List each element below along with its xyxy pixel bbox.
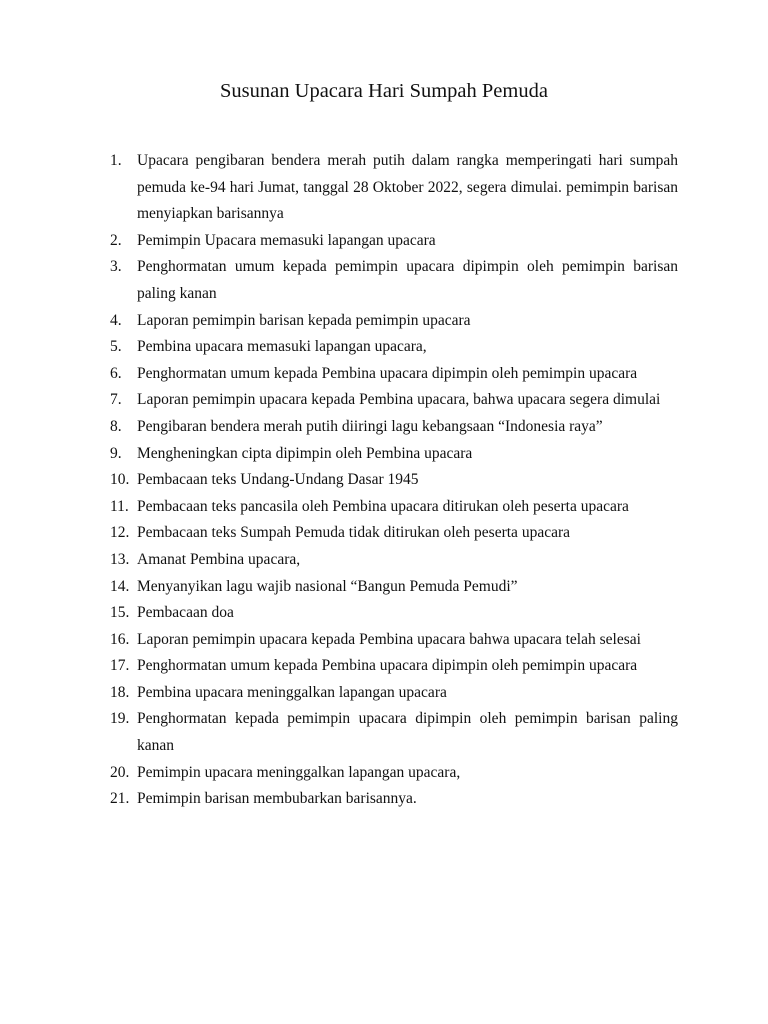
agenda-item-number: 15. [110,604,130,622]
document-title: Susunan Upacara Hari Sumpah Pemuda [220,80,548,102]
agenda-item-text: Pembacaan teks Undang-Undang Dasar 1945 [137,471,419,489]
agenda-item-number: 6. [110,364,122,382]
agenda-item [110,627,678,654]
agenda-item-number: 14. [110,577,130,595]
agenda-item [110,441,678,468]
agenda-item-text: Pembacaan teks pancasila oleh Pembina upacara ditirukan oleh peserta upacara [137,497,629,515]
agenda-item [110,387,678,414]
agenda-item-text: Pemimpin Upacara memasuki lapangan upacara [137,231,436,249]
agenda-item-number: 5. [110,338,122,356]
agenda-item-text: Pembacaan teks Sumpah Pemuda tidak ditirukan oleh peserta upacara [137,524,570,542]
agenda-item-number: 20. [110,763,130,781]
agenda-item-number: 17. [110,657,130,675]
agenda-item-number: 12. [110,524,130,542]
agenda-item-text: Pemimpin upacara meninggalkan lapangan upacara, [137,763,461,781]
agenda-item-text: Penghormatan umum kepada pemimpin upacara dipimpin oleh pemimpin barisan paling kanan [137,258,678,302]
agenda-item-text: Amanat Pembina upacara, [137,550,301,568]
agenda-item-text: Pembina upacara memasuki lapangan upacara, [137,338,427,356]
agenda-item [110,520,678,547]
agenda-item-number: 18. [110,683,130,701]
agenda-item-text: Pembina upacara meninggalkan lapangan upacara [137,683,447,701]
agenda-item [110,680,678,707]
agenda-item-text: Laporan pemimpin barisan kepada pemimpin upacara [137,311,471,329]
agenda-item [110,228,678,255]
agenda-item [110,334,678,361]
agenda-item [110,254,678,307]
agenda-item-text: Upacara pengibaran bendera merah putih dalam rangka memperingati hari sumpah pemuda ke-94 hari Jumat, tanggal 28 Oktober 2022, segera dimulai. pemimpin barisan menyiapkan barisannya [137,152,678,223]
agenda-item [110,414,678,441]
agenda-item-number: 11. [110,497,129,515]
agenda-item-number: 7. [110,391,122,409]
agenda-item [110,760,678,787]
agenda-item [110,361,678,388]
agenda-item-number: 21. [110,790,130,808]
agenda-item [110,148,678,228]
agenda-item-number: 13. [110,550,130,568]
agenda-item [110,786,678,813]
agenda-item [110,706,678,759]
agenda-item [110,308,678,335]
agenda-item-number: 10. [110,471,130,489]
agenda-item-text: Penghormatan umum kepada Pembina upacara dipimpin oleh pemimpin upacara [137,364,638,382]
agenda-item-number: 2. [110,231,122,249]
agenda-list [110,148,678,813]
agenda-item-text: Penghormatan kepada pemimpin upacara dipimpin oleh pemimpin barisan paling kanan [137,710,678,755]
agenda-item-number: 3. [110,258,122,276]
agenda-item [110,600,678,627]
agenda-item-text: Mengheningkan cipta dipimpin oleh Pembina upacara [137,444,473,462]
agenda-item-text: Pemimpin barisan membubarkan barisannya. [137,790,417,808]
agenda-item-text: Menyanyikan lagu wajib nasional “Bangun Pemuda Pemudi” [137,577,518,595]
agenda-item-text: Penghormatan umum kepada Pembina upacara dipimpin oleh pemimpin upacara [137,657,638,675]
agenda-item-number: 4. [110,311,122,329]
agenda-item [110,653,678,680]
agenda-item-number: 8. [110,417,122,435]
agenda-item-number: 9. [110,444,122,462]
agenda-item-text: Laporan pemimpin upacara kepada Pembina upacara bahwa upacara telah selesai [137,630,641,648]
agenda-item-number: 19. [110,710,130,728]
agenda-item-number: 1. [110,152,122,169]
agenda-item-number: 16. [110,630,130,648]
agenda-item [110,547,678,574]
agenda-item [110,494,678,521]
agenda-item-text: Pembacaan doa [137,604,234,622]
agenda-item-text: Pengibaran bendera merah putih diiringi lagu kebangsaan “Indonesia raya” [137,417,603,435]
agenda-item [110,574,678,601]
agenda-item [110,467,678,494]
agenda-item-text: Laporan pemimpin upacara kepada Pembina upacara, bahwa upacara segera dimulai [137,391,661,409]
